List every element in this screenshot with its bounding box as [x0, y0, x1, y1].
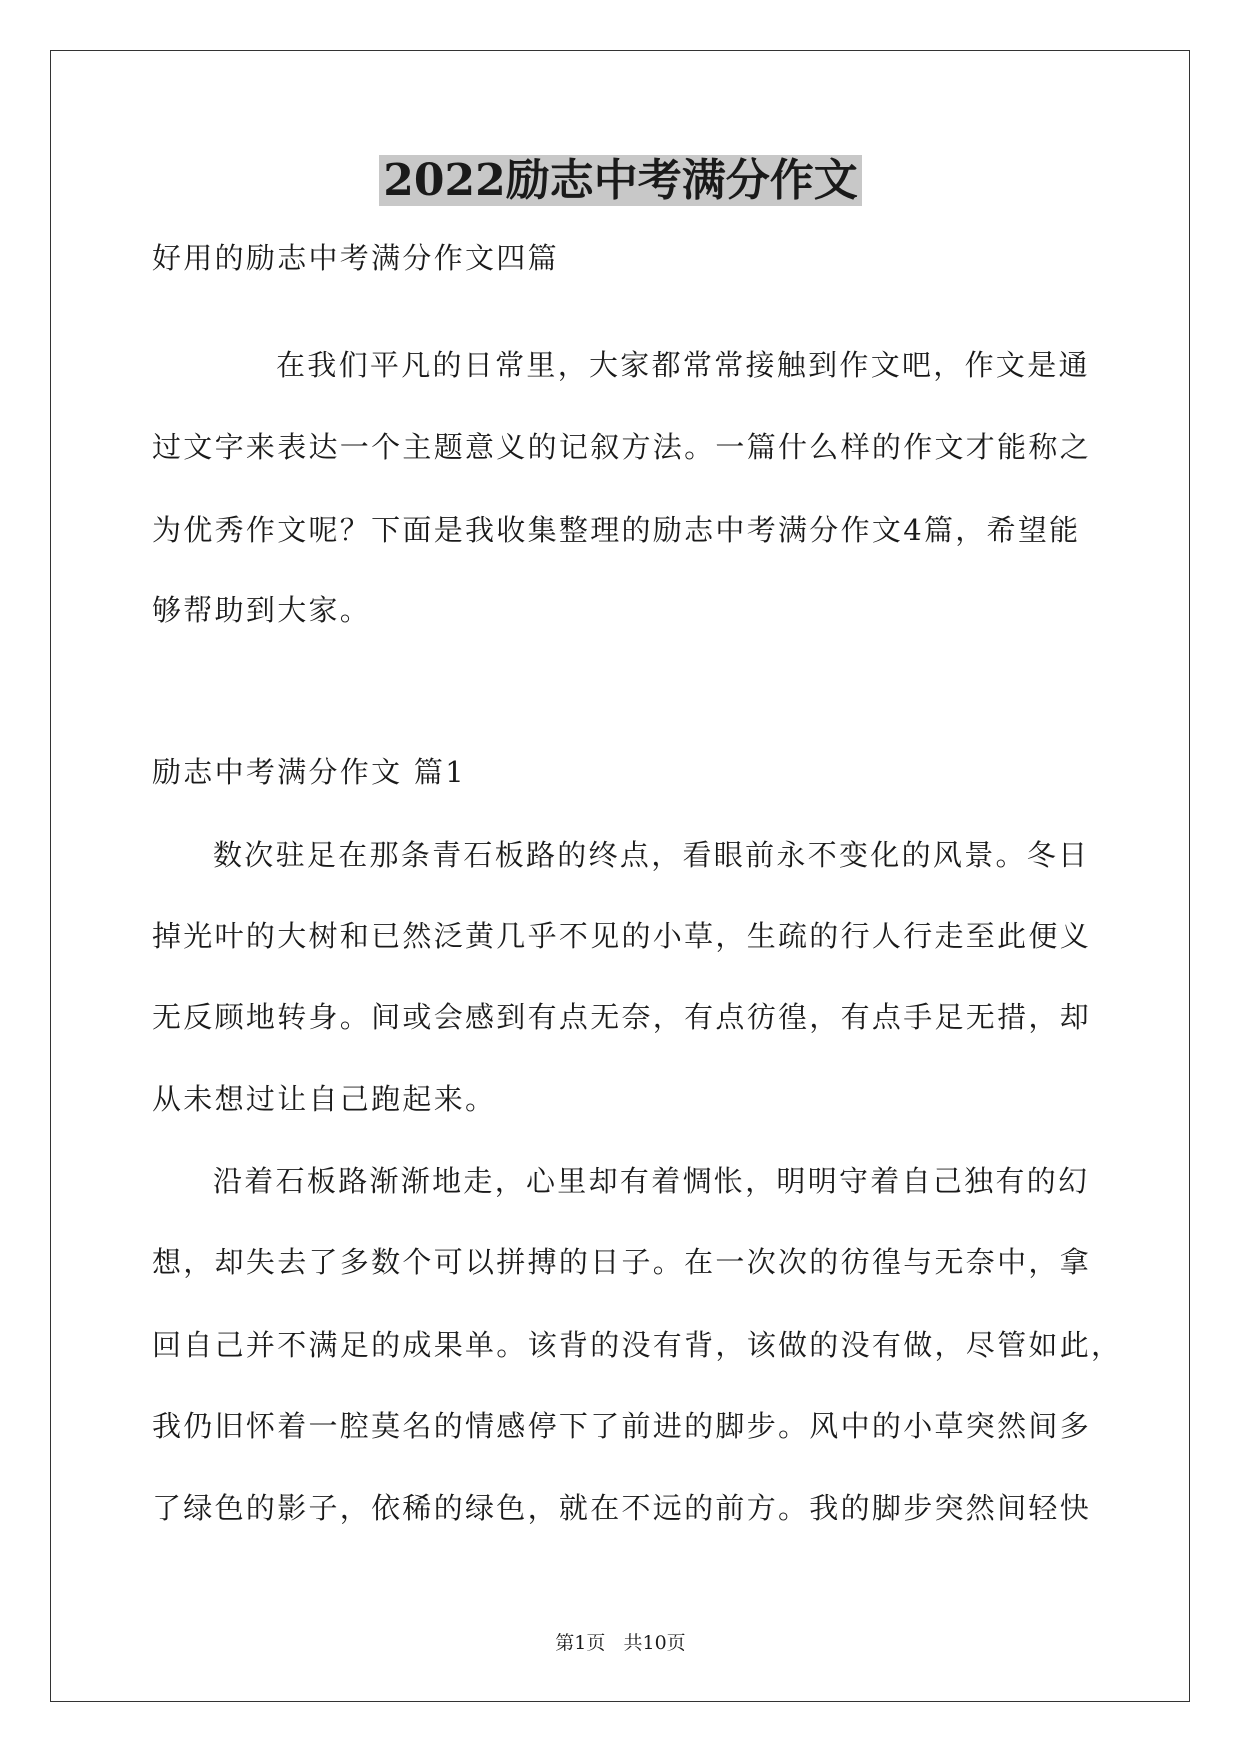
paragraph1-line-3: 无反顾地转身。间或会感到有点无奈，有点彷徨，有点手足无措，却 [152, 1000, 1092, 1034]
page-number-footer: 第1页 共10页 [555, 1632, 686, 1654]
title-text: 2022励志中考满分作文 [379, 155, 861, 206]
paragraph2-line-3: 回自己并不满足的成果单。该背的没有背，该做的没有做，尽管如此， [152, 1328, 1123, 1362]
document-title [0, 150, 1241, 212]
intro-line-4: 够帮助到大家。 [152, 593, 372, 627]
page-border [50, 50, 1190, 1702]
paragraph2-line-1: 沿着石板路渐渐地走，心里却有着惆怅，明明守着自己独有的幻 [213, 1164, 1090, 1198]
paragraph1-line-1: 数次驻足在那条青石板路的终点，看眼前永不变化的风景。冬日 [213, 838, 1090, 872]
paragraph1-line-2: 掉光叶的大树和已然泛黄几乎不见的小草，生疏的行人行走至此便义 [152, 919, 1092, 953]
paragraph1-line-4: 从未想过让自己跑起来。 [152, 1082, 497, 1116]
intro-line-1: 在我们平凡的日常里，大家都常常接触到作文吧，作文是通 [276, 348, 1090, 382]
section-heading: 励志中考满分作文 篇1 [152, 755, 466, 789]
paragraph2-line-2: 想，却失去了多数个可以拼搏的日子。在一次次的彷徨与无奈中，拿 [152, 1245, 1092, 1279]
intro-line-2: 过文字来表达一个主题意义的记叙方法。一篇什么样的作文才能称之 [152, 430, 1092, 464]
intro-line-3: 为优秀作文呢？下面是我收集整理的励志中考满分作文4篇，希望能 [152, 513, 1081, 547]
subtitle: 好用的励志中考满分作文四篇 [152, 241, 559, 275]
paragraph2-line-4: 我仍旧怀着一腔莫名的情感停下了前进的脚步。风中的小草突然间多 [152, 1409, 1092, 1443]
paragraph2-line-5: 了绿色的影子，依稀的绿色，就在不远的前方。我的脚步突然间轻快 [152, 1491, 1092, 1525]
